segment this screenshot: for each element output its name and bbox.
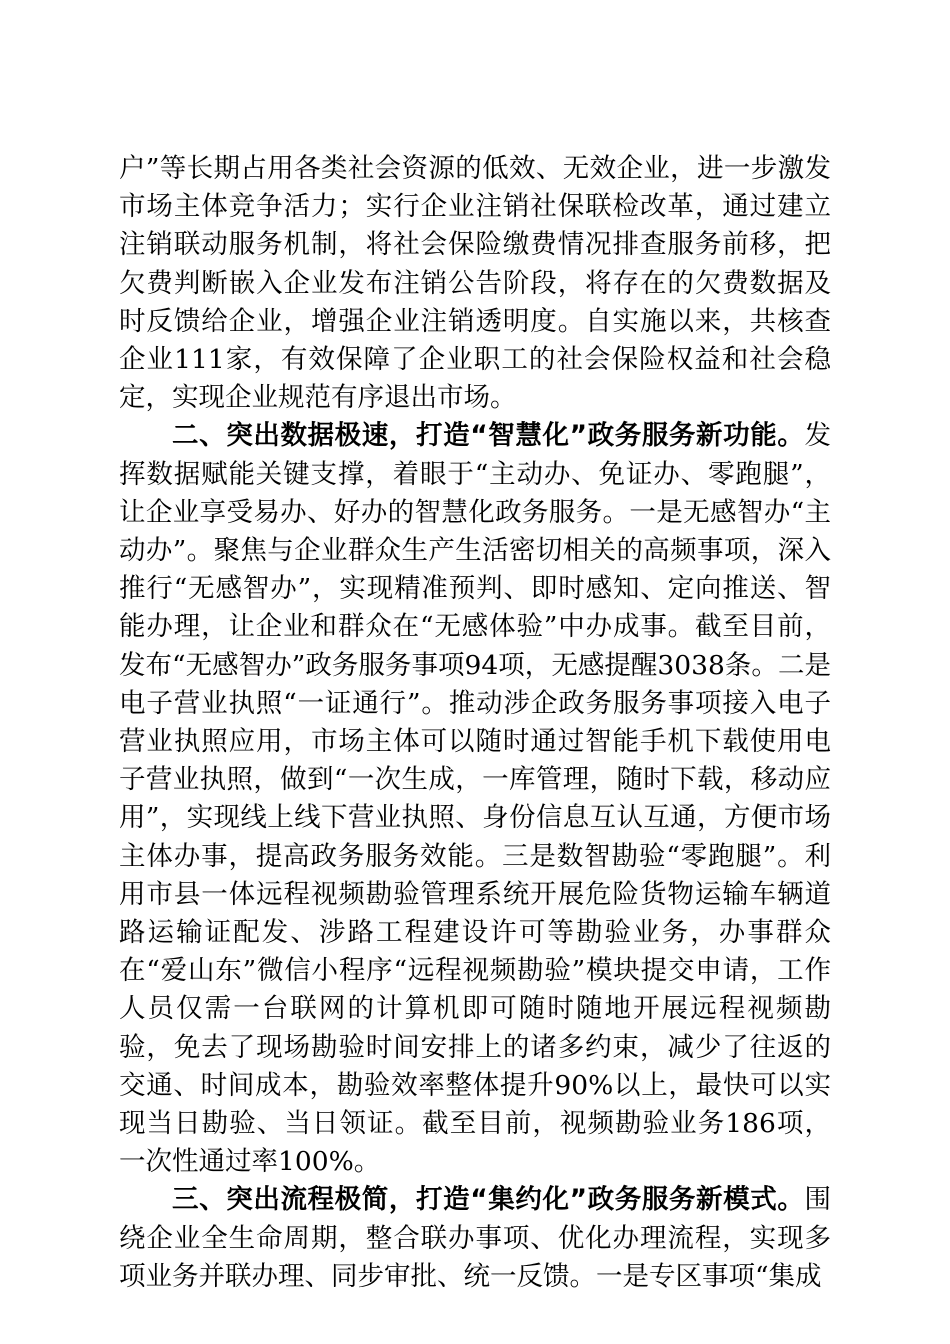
paragraph-text: 户”等长期占用各类社会资源的低效、无效企业，进一步激发市场主体竞争活力；实行企业注销社保联检改革，通过建立注销联动服务机制，将社会保险缴费情况排查服务前移，把欠费判断嵌入企业发布注销公告阶段，将存在的欠费数据及时反馈给企业，增强企业注销透明度。自实施以来，共核查企业111家，有效保障了企业职工的社会保险权益和社会稳定，实现企业规范有序退出市场。 [119,153,831,414]
paragraph-text: 发挥数据赋能关键支撑，着眼于“主动办、免证办、零跑腿”，让企业享受易办、好办的智慧化政务服务。一是无感智办“主动办”。聚焦与企业群众生产生活密切相关的高频事项，深入推行“无感智办”，实现精准预判、即时感知、定向推送、智能办理，让企业和群众在“无感体验”中办成事。截至目前，发布“无感智办”政务服务事项94项，无感提醒3038条。二是电子营业执照“一证通行”。推动涉企政务服务事项接入电子营业执照应用，市场主体可以随时通过智能手机下载使用电子营业执照，做到“一次生成，一库管理，随时下载，移动应用”，实现线上线下营业执照、身份信息互认互通，方便市场主体办事，提高政务服务效能。三是数智勘验“零跑腿”。利用市县一体远程视频勘验管理系统开展危险货物运输车辆道路运输证配发、涉路工程建设许可等勘验业务，办事群众在“爱山东”微信小程序“远程视频勘验”模块提交申请，工作人员仅需一台联网的计算机即可随时随地开展远程视频勘验，免去了现场勘验时间安排上的诸多约束，减少了往返的交通、时间成本，勘验效率整体提升90%以上，最快可以实现当日勘验、当日领证。截至目前，视频勘验业务186项，一次性通过率100%。 [119,420,831,1178]
paragraph-section-two [119,417,831,1181]
section-heading-two: 二、突出数据极速，打造“智慧化”政务服务新功能。 [172,420,805,452]
section-heading-three: 三、突出流程极简，打造“集约化”政务服务新模式。 [172,1184,805,1216]
paragraph-text: 围绕企业全生命周期，整合联办事项、优化办理流程，实现多项业务并联办理、同步审批、统一反馈。一是专区事项“集成 [119,1184,831,1292]
paragraph-continuation [119,150,831,417]
document-body [119,150,831,1296]
paragraph-section-three [119,1181,831,1296]
